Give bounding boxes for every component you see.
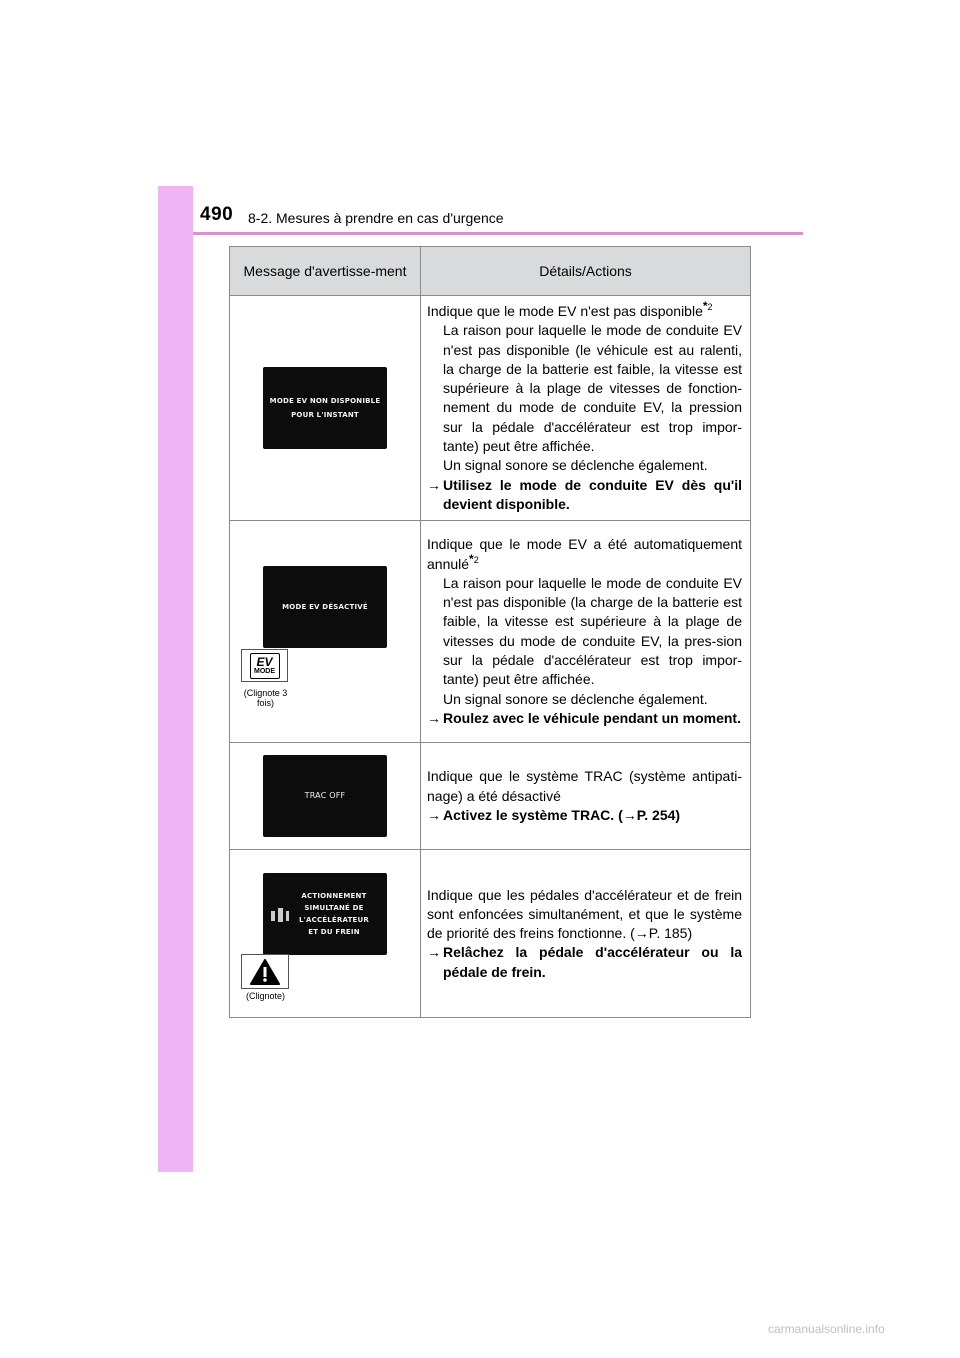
action-text: → Utilisez le mode de conduite EV dès qu'il devient disponible. [427,476,742,512]
arrow-right-icon: → [622,806,637,823]
message-cell [230,521,421,743]
screen-line: TRAC OFF [304,791,346,801]
table-row [230,296,751,521]
ev-mode-icon: EV MODE [250,653,280,679]
table-row [230,850,751,1018]
warning-triangle-icon [250,959,280,985]
detail-text: La raison pour laquelle le mode de conduite EV n'est pas disponible (le véhicule est au ralenti, la charge de la batterie est faible, la vitesse est supérieure à la plage de vitesses de fonction-nement du mode de conduite EV, la pression sur la pédale d'accélérateur est trop impor-tante) peut être affichée. [443,322,742,455]
arrow-right-icon: → [427,944,441,961]
footer-watermark: carmanualsonline.info [768,1322,885,1336]
col-header-message: Message d'avertisse-ment [230,247,421,296]
screen-line: SIMULTANÉ DE [304,903,364,912]
indicator-caption: (Clignote 3 fois) [243,688,288,709]
warning-message-table [229,246,751,1018]
display-screen-ev-deactivated [263,566,387,648]
display-screen-trac-off [263,755,387,837]
indicator-caption: (Clignote) [245,991,285,1002]
col-header-details: Détails/Actions [421,247,751,296]
section-title: 8-2. Mesures à prendre en cas d'urgence [248,210,504,226]
screen-line: MODE EV DÉSACTIVÉ [282,602,368,611]
detail-lead: Indique que le mode EV a été automatiquement annulé$^{*2}$ [427,536,742,572]
arrow-right-icon: → [427,709,441,726]
screen-line: L'ACCÉLÉRATEUR [298,915,369,924]
detail-lead: Indique que le mode EV n'est pas disponible$^{*2}$ [427,299,713,319]
details-cell [421,521,751,743]
detail-text: Un signal sonore se déclenche également. [443,690,708,707]
pedal-icon [269,905,291,925]
message-cell [230,743,421,850]
detail-text: La raison pour laquelle le mode de conduite EV n'est pas disponible (la charge de la batterie est faible, la vitesse est supérieure à la plage de vitesses du mode de conduite EV, la pres-sion sur la pédale d'accélérateur est trop impor-tante) peut être affichée. [443,574,742,688]
arrow-right-icon: → [634,925,649,942]
screen-line: ACTIONNEMENT [301,891,367,900]
action-text: → Activez le système TRAC. (→P. 254) [443,806,742,825]
screen-line: ET DU FREIN [308,927,360,936]
table-row [230,521,751,743]
detail-lead: Indique que les pédales d'accélérateur et de frein sont enfoncées simultanément, et que le système de priorité des freins fonctionne. (→P. 185) [427,886,742,942]
table-row [230,743,751,850]
arrow-right-icon: → [427,476,441,493]
details-cell [421,296,751,521]
ev-mode-indicator [241,649,288,682]
details-cell [421,850,751,1018]
details-cell [421,743,751,850]
arrow-right-icon: → [427,806,441,823]
header-rule [193,232,803,235]
display-screen-accel-brake [263,873,387,955]
action-text: → Relâchez la pédale d'accélérateur ou la pédale de frein. [427,944,742,980]
action-text: → Roulez avec le véhicule pendant un moment. [443,709,742,728]
detail-text: Un signal sonore se déclenche également. [443,457,708,474]
display-screen-ev-unavailable [263,367,387,449]
screen-line: POUR L'INSTANT [291,411,359,420]
chapter-sidebar-tab [158,186,193,1172]
screen-line: MODE EV NON DISPONIBLE [269,397,381,406]
message-cell [230,850,421,1018]
message-cell [230,296,421,521]
master-warning-indicator [241,954,289,989]
page-number: 490 [200,204,234,225]
detail-lead: Indique que le système TRAC (système antipati-nage) a été désactivé [427,768,742,804]
table-header-row [230,247,751,296]
